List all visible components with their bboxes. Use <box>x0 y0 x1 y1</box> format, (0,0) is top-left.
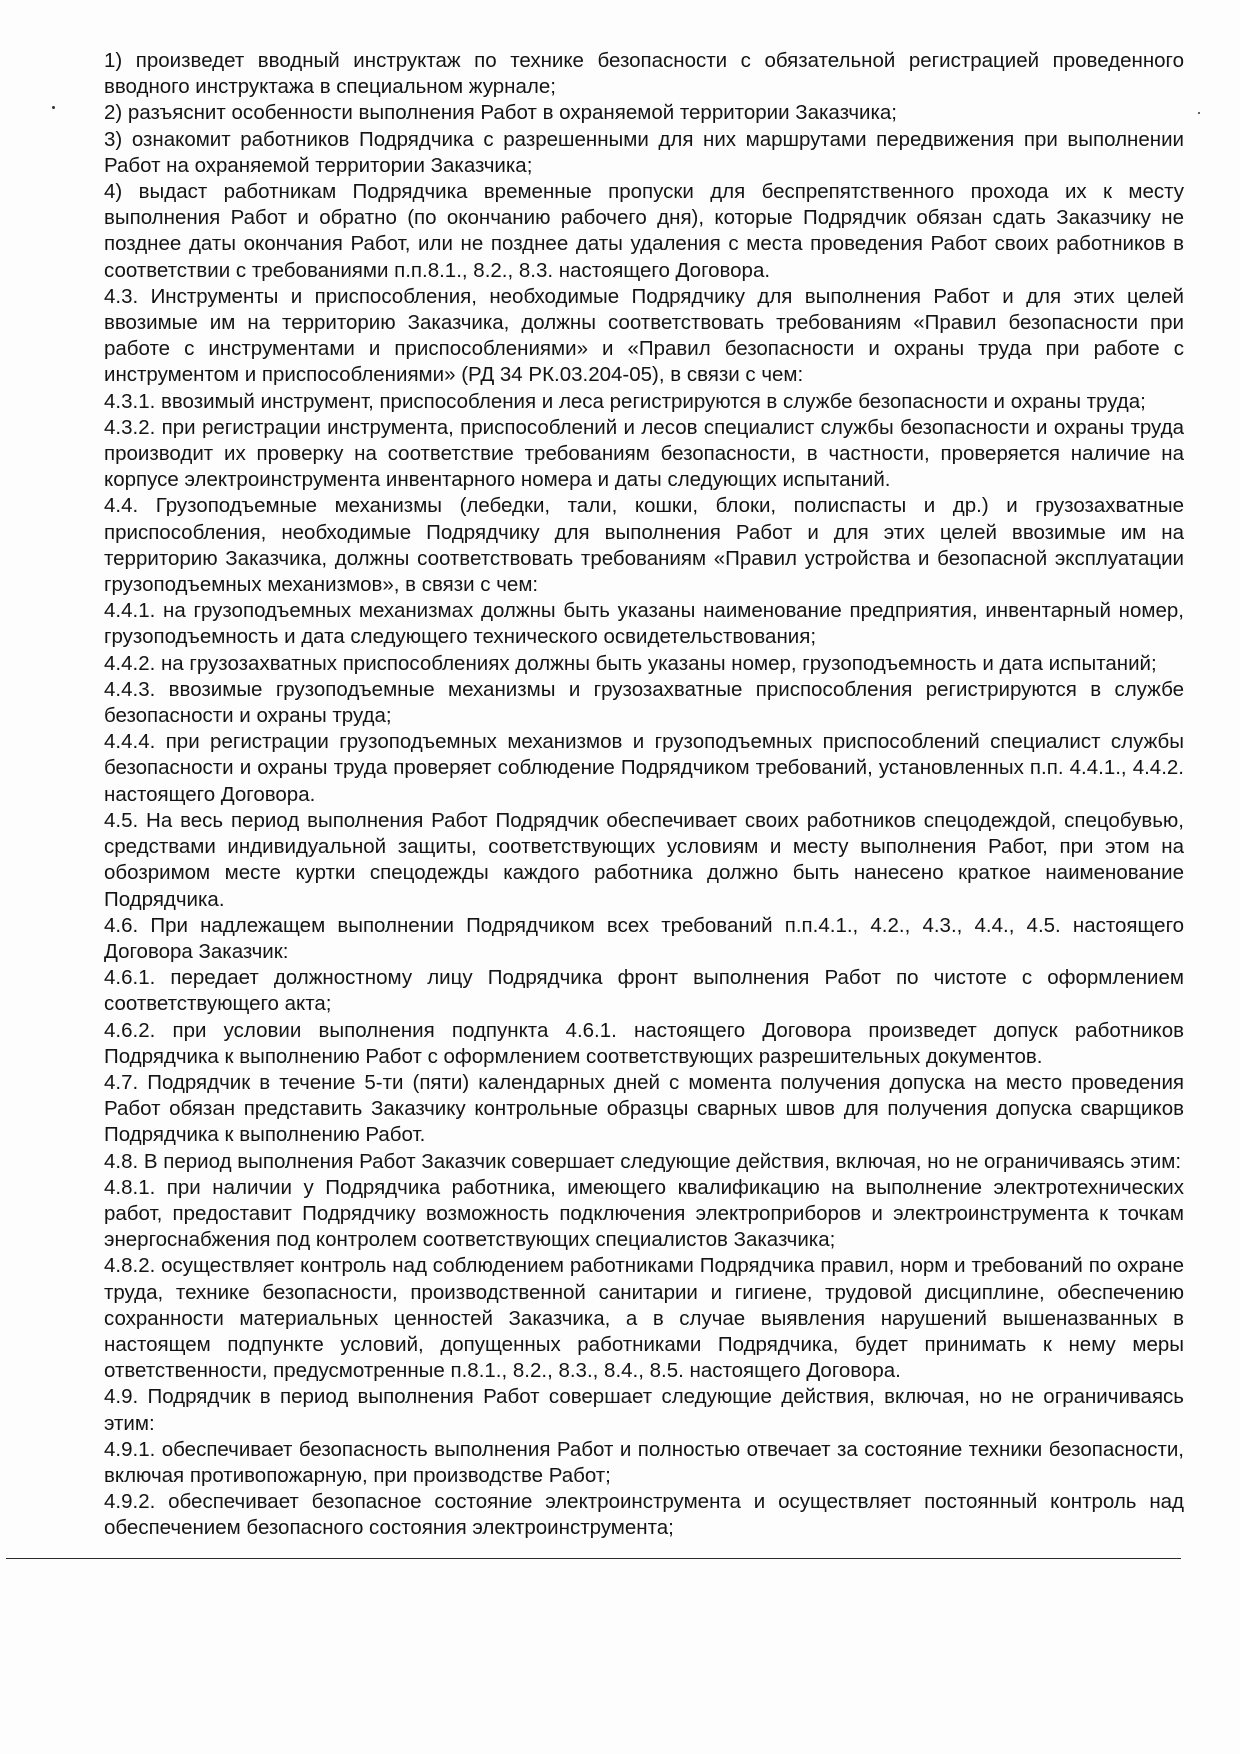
paragraph-1-briefing: 1) произведет вводный инструктаж по технике безопасности с обязательной регистрацией проведенного вводного инструктажа в специальном журнале; <box>104 49 1184 99</box>
paragraph-4-5: 4.5. На весь период выполнения Работ Подрядчик обеспечивает своих работников спецодеждой, спецобувью, средствами индивидуальной защиты, соответствующих условиям и месту выполнения Работ, при этом на обозримом месте куртки спецодежды каждого работника должно быть нанесено краткое наименование Подрядчика. <box>104 808 1184 911</box>
paragraph-4-4-2: 4.4.2. на грузозахватных приспособлениях должны быть указаны номер, грузоподъемность и дата испытаний; <box>104 651 1157 675</box>
paragraph-4-3-2: 4.3.2. при регистрации инструмента, приспособлений и лесов специалист службы безопасности и охраны труда производит их проверку на соответствие требованиям безопасности, в частности, проверяется наличие на корпусе электроинструмента инвентарного номера и даты следующих испытаний. <box>104 415 1184 492</box>
paragraph-4-9: 4.9. Подрядчик в период выполнения Работ совершает следующие действия, включая, но не ограничиваясь этим: <box>104 1385 1184 1435</box>
paragraph-4-passes: 4) выдаст работникам Подрядчика временные пропуски для беспрепятственного прохода их к месту выполнения Работ и обратно (по окончанию рабочего дня), которые Подрядчик обязан сдать Заказчику не позднее даты окончания Работ, или не позднее даты удаления с места проведения Работ своих работников в соответствии с требованиями п.п.8.1., 8.2., 8.3. настоящего Договора. <box>104 180 1184 282</box>
scan-speck <box>1198 112 1200 114</box>
paragraph-4-6-2: 4.6.2. при условии выполнения подпункта 4.6.1. настоящего Договора произведет допуск работников Подрядчика к выполнению Работ с оформлением соответствующих разрешительных документов. <box>104 1018 1184 1068</box>
paragraph-4-6-1: 4.6.1. передает должностному лицу Подрядчика фронт выполнения Работ по чистоте с оформлением соответствующего акта; <box>104 966 1184 1016</box>
paragraph-4-3-1: 4.3.1. ввозимый инструмент, приспособления и леса регистрируются в службе безопасности и охраны труда; <box>104 389 1146 413</box>
paragraph-4-9-2: 4.9.2. обеспечивает безопасное состояние электроинструмента и осуществляет постоянный контроль над обеспечением безопасного состояния электроинструмента; <box>104 1490 1184 1540</box>
paragraph-4-8-2: 4.8.2. осуществляет контроль над соблюдением работниками Подрядчика правил, норм и требований по охране труда, технике безопасности, производственной санитарии и гигиене, трудовой дисциплине, обеспечению сохранности материальных ценностей Заказчика, а в случае выявления нарушений вышеназванных в настоящем подпункте условий, допущенных работниками Подрядчика, будет принимать к нему меры ответственности, предусмотренные п.8.1., 8.2., 8.3., 8.4., 8.5. настоящего Договора. <box>104 1254 1184 1383</box>
paragraph-4-4-4: 4.4.4. при регистрации грузоподъемных механизмов и грузоподъемных приспособлений специалист службы безопасности и охраны труда проверяет соблюдение Подрядчиком требований, установленных п.п. 4.4.1., 4.4.2. настоящего Договора. <box>104 730 1184 806</box>
paragraph-4-8-1: 4.8.1. при наличии у Подрядчика работника, имеющего квалификацию на выполнение электротехнических работ, предоставит Подрядчику возможность подключения электроприборов и электроинструмента к точкам энергоснабжения под контролем соответствующих специалистов Заказчика; <box>104 1175 1184 1252</box>
document-body <box>104 48 1184 1542</box>
paragraph-3-routes: 3) ознакомит работников Подрядчика с разрешенными для них маршрутами передвижения при выполнении Работ на охраняемой территории Заказчика; <box>104 127 1184 177</box>
paragraph-4-4-3: 4.4.3. ввозимые грузоподъемные механизмы и грузозахватные приспособления регистрируются в службе безопасности и охраны труда; <box>104 677 1184 728</box>
paragraph-4-4: 4.4. Грузоподъемные механизмы (лебедки, тали, кошки, блоки, полиспасты и др.) и грузозахватные приспособления, необходимые Подрядчику для выполнения Работ и для этих целей ввозимые им на территорию Заказчика, должны соответствовать требованиям «Правил устройства и безопасной эксплуатации грузоподъемных механизмов», в связи с чем: <box>104 494 1184 597</box>
scan-strike-line <box>6 1558 1181 1559</box>
paragraph-4-8: 4.8. В период выполнения Работ Заказчик совершает следующие действия, включая, но не ограничиваясь этим: <box>104 1149 1182 1173</box>
paragraph-4-9-1: 4.9.1. обеспечивает безопасность выполнения Работ и полностью отвечает за состояние техники безопасности, включая противопожарную, при производстве Работ; <box>104 1437 1184 1487</box>
paragraph-4-3: 4.3. Инструменты и приспособления, необходимые Подрядчику для выполнения Работ и для этих целей ввозимые им на территорию Заказчика, должны соответствовать требованиям «Правил безопасности при работе с инструментами и приспособлениями» и «Правил безопасности и охраны труда при работе с инструментом и приспособлениями» (РД 34 РК.03.204-05), в связи с чем: <box>104 284 1184 387</box>
paragraph-4-4-1: 4.4.1. на грузоподъемных механизмах должны быть указаны наименование предприятия, инвентарный номер, грузоподъемность и дата следующего технического освидетельствования; <box>104 599 1184 649</box>
paragraph-4-6: 4.6. При надлежащем выполнении Подрядчиком всех требований п.п.4.1., 4.2., 4.3., 4.4., 4.5. настоящего Договора Заказчик: <box>104 913 1184 963</box>
scan-speck <box>52 106 55 109</box>
paragraph-4-7: 4.7. Подрядчик в течение 5-ти (пяти) календарных дней с момента получения допуска на место проведения Работ обязан представить Заказчику контрольные образцы сварных швов для получения допуска сварщиков Подрядчика к выполнению Работ. <box>104 1070 1184 1147</box>
paragraph-2-explain: 2) разъяснит особенности выполнения Работ в охраняемой территории Заказчика; <box>104 101 897 125</box>
